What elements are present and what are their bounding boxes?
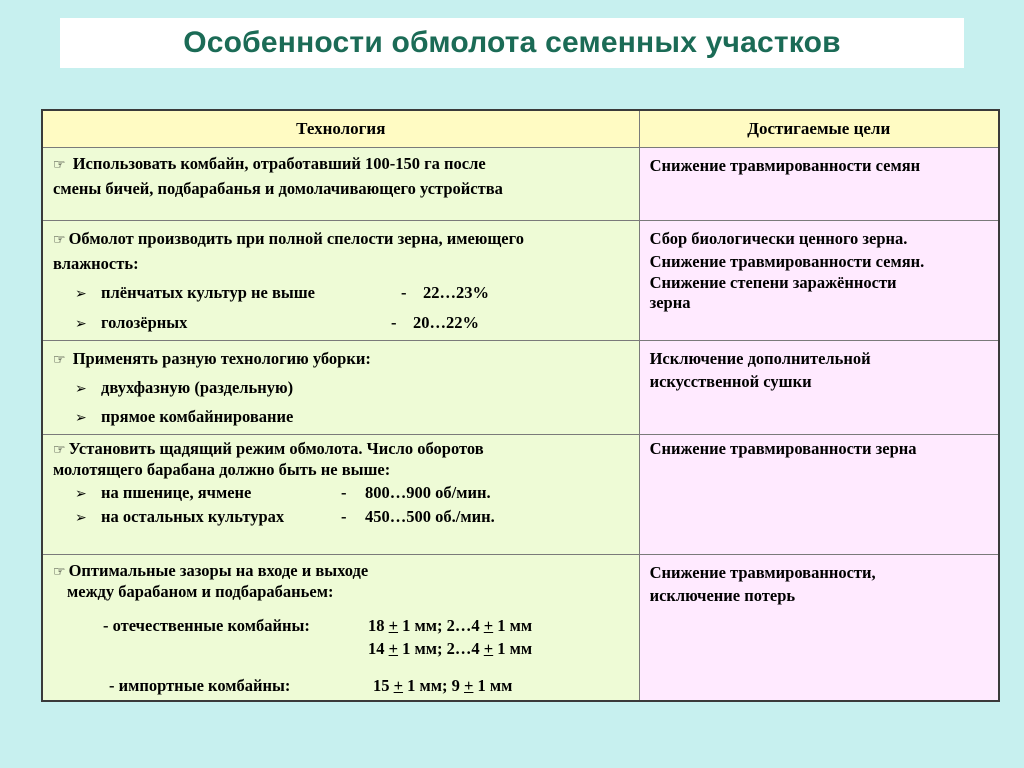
pointing-hand-icon: ☞ [53, 232, 66, 248]
item-dash: - [341, 483, 347, 502]
goal-text: Снижение травмированности зерна [649, 439, 917, 458]
goal-cell [639, 435, 999, 555]
arrow-bullet-icon: ➢ [75, 410, 87, 426]
item-value: 800…900 об/мин. [365, 483, 491, 502]
item-label: на пшенице, ячмене [101, 483, 252, 502]
header-goals: Достигаемые цели [639, 110, 999, 148]
tech-cell [42, 555, 639, 702]
goal-text: искусственной сушки [649, 372, 812, 391]
item-label: на остальных культурах [101, 507, 285, 526]
goal-cell [639, 221, 999, 341]
item-value: 450…500 об./мин. [365, 507, 495, 526]
tech-text: Использовать комбайн, отработавший 100-150 га после [72, 154, 486, 173]
tech-cell [42, 435, 639, 555]
arrow-bullet-icon: ➢ [75, 486, 87, 502]
tech-text: Обмолот производить при полной спелости зерна, имеющего [68, 229, 524, 248]
item-dash: - [391, 313, 397, 332]
goal-text: зерна [649, 293, 691, 312]
pointing-hand-icon: ☞ [53, 157, 66, 173]
pointing-hand-icon: ☞ [53, 564, 66, 580]
goal-text: Снижение травмированности семян. [649, 252, 925, 271]
goal-text: Снижение степени заражённости [649, 273, 897, 292]
arrow-bullet-icon: ➢ [75, 510, 87, 526]
arrow-bullet-icon: ➢ [75, 286, 87, 302]
goal-text: исключение потерь [649, 586, 796, 605]
domestic-clearance-1: 18 + 1 мм; 2…4 + 1 мм [368, 616, 533, 635]
tech-text: Установить щадящий режим обмолота. Число оборотов [68, 439, 484, 458]
tech-text: Оптимальные зазоры на входе и выходе [68, 561, 369, 580]
table-row [42, 555, 999, 702]
tech-cell [42, 148, 639, 221]
tech-text: смены бичей, подбарабанья и домолачивающего устройства [53, 179, 503, 198]
table-row [42, 148, 999, 221]
header-technology: Технология [42, 110, 639, 148]
pointing-hand-icon: ☞ [53, 352, 66, 368]
item-dash: - [341, 507, 347, 526]
tech-text: молотящего барабана должно быть не выше: [53, 460, 391, 479]
import-clearance: 15 + 1 мм; 9 + 1 мм [373, 676, 513, 695]
item-label: голозёрных [101, 313, 188, 332]
item-dash: - [401, 283, 407, 302]
features-table [41, 109, 1000, 702]
title-box [60, 18, 964, 68]
tech-text: Применять разную технологию уборки: [72, 349, 371, 368]
item-label: прямое комбайнирование [101, 407, 294, 426]
goal-text: Сбор биологически ценного зерна. [649, 229, 908, 248]
tech-text: между барабаном и подбарабаньем: [67, 582, 334, 601]
item-value: 22…23% [423, 283, 489, 302]
item-label: плёнчатых культур не выше [101, 283, 315, 302]
pointing-hand-icon: ☞ [53, 442, 66, 458]
goal-text: Снижение травмированности, [649, 563, 876, 582]
goal-text: Исключение дополнительной [649, 349, 871, 368]
domestic-clearance-2: 14 + 1 мм; 2…4 + 1 мм [368, 639, 533, 658]
tech-text: влажность: [53, 254, 139, 273]
goal-text: Снижение травмированности семян [649, 156, 921, 175]
table-row [42, 221, 999, 341]
arrow-bullet-icon: ➢ [75, 316, 87, 332]
table-row [42, 435, 999, 555]
tech-cell [42, 341, 639, 435]
item-label: двухфазную (раздельную) [101, 378, 294, 397]
goal-cell [639, 555, 999, 702]
import-label: - импортные комбайны: [109, 676, 291, 695]
page-title: Особенности обмолота семенных участков [183, 26, 841, 59]
goal-cell [639, 341, 999, 435]
tech-cell [42, 221, 639, 341]
goal-cell [639, 148, 999, 221]
domestic-label: - отечественные комбайны: [103, 616, 310, 635]
table-row [42, 341, 999, 435]
item-value: 20…22% [413, 313, 479, 332]
arrow-bullet-icon: ➢ [75, 381, 87, 397]
